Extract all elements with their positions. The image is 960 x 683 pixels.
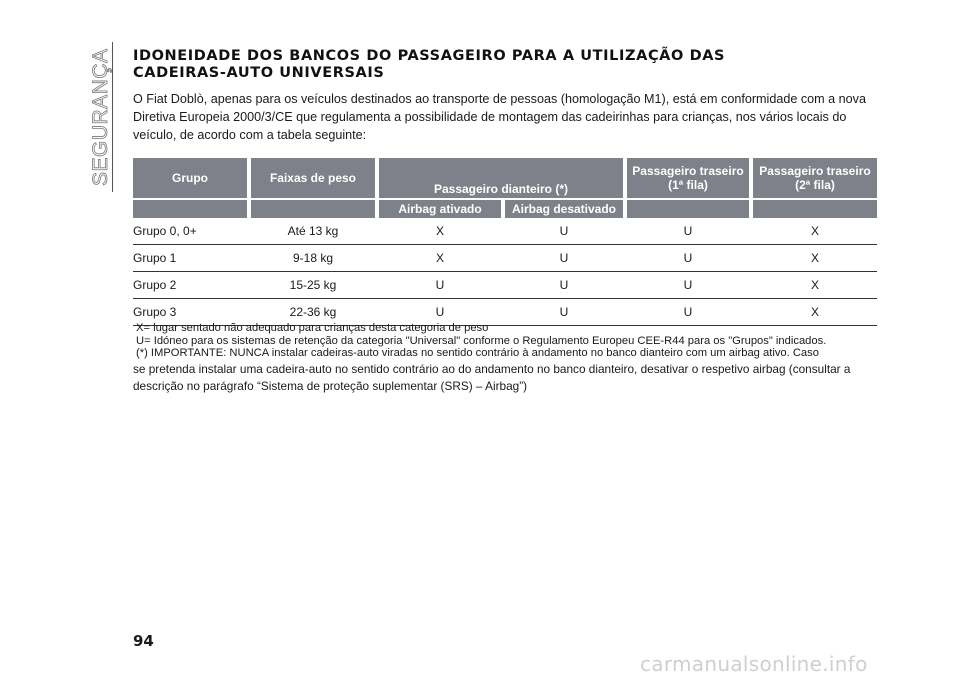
cell-traseiro-1: U — [627, 299, 749, 326]
cell-traseiro-2: X — [753, 218, 877, 245]
heading-line-1: IDONEIDADE DOS BANCOS DO PASSAGEIRO PARA A UTILIZAÇÃO DAS — [133, 48, 726, 64]
table-row — [133, 218, 877, 245]
child-seat-table — [133, 158, 877, 326]
cell-faixa: 9-18 kg — [251, 245, 375, 272]
note-x: X= lugar sentado não adequado para crianças desta categoria de peso — [136, 322, 489, 334]
table-notes — [133, 322, 893, 395]
section-divider — [112, 42, 113, 192]
cell-traseiro-2: X — [753, 299, 877, 326]
note-tail: se pretenda instalar uma cadeira-auto no sentido contrário ao do andamento no banco dianteiro, desativar o respetivo airbag (consultar a descrição no parágrafo “Sistema de proteção suplementar (SRS) – Airbag”) — [133, 361, 851, 393]
header-grupo: Grupo — [133, 158, 247, 198]
cell-airbag-off: U — [505, 218, 623, 245]
page-number: 94 — [133, 632, 154, 650]
cell-airbag-on: X — [379, 245, 501, 272]
cell-faixa: 22-36 kg — [251, 299, 375, 326]
watermark: carmanualsonline.info — [640, 652, 868, 676]
heading-line-2: CADEIRAS-AUTO UNIVERSAIS — [133, 65, 385, 81]
cell-airbag-on: U — [379, 272, 501, 299]
note-star: (*) IMPORTANTE: NUNCA instalar cadeiras-auto viradas no sentido contrário à andamento no banco dianteiro com um airbag ativo. Caso — [136, 347, 819, 359]
page-heading — [133, 48, 893, 82]
cell-traseiro-1: U — [627, 218, 749, 245]
note-u: U= Idóneo para os sistemas de retenção da categoria "Universal" conforme o Regulamento Europeu CEE-R44 para os "Grupos" indicados. — [136, 334, 827, 347]
header-airbag-desativado: Airbag desativado — [505, 198, 623, 218]
header-dianteiro: Passageiro dianteiro (*) — [379, 158, 623, 198]
section-tab-label: SEGURANÇA — [89, 48, 112, 186]
cell-traseiro-1: U — [627, 245, 749, 272]
cell-airbag-on: X — [379, 218, 501, 245]
header-traseiro-2: Passageiro traseiro (2ª fila) — [753, 158, 877, 198]
cell-traseiro-1: U — [627, 272, 749, 299]
cell-traseiro-2: X — [753, 245, 877, 272]
cell-airbag-on: U — [379, 299, 501, 326]
header-airbag-ativado: Airbag ativado — [379, 198, 501, 218]
cell-traseiro-2: X — [753, 272, 877, 299]
section-tab — [85, 40, 113, 188]
cell-faixa: Até 13 kg — [251, 218, 375, 245]
intro-paragraph: O Fiat Doblò, apenas para os veículos destinados ao transporte de pessoas (homologação M1), está em conformidade com a nova Diretiva Europeia 2000/3/CE que regulamenta a possibilidade de montagem das cadeirinhas para crianças, nos vários locais do veículo, de acordo com a tabela seguinte: — [133, 92, 866, 142]
cell-airbag-off: U — [505, 245, 623, 272]
cell-airbag-off: U — [505, 272, 623, 299]
table-row — [133, 245, 877, 272]
table-row — [133, 272, 877, 299]
cell-faixa: 15-25 kg — [251, 272, 375, 299]
header-traseiro-1: Passageiro traseiro (1ª fila) — [627, 158, 749, 198]
cell-grupo: Grupo 1 — [133, 245, 247, 272]
cell-grupo: Grupo 0, 0+ — [133, 218, 247, 245]
cell-grupo: Grupo 3 — [133, 299, 247, 326]
cell-grupo: Grupo 2 — [133, 272, 247, 299]
header-faixas: Faixas de peso — [251, 158, 375, 198]
cell-airbag-off: U — [505, 299, 623, 326]
